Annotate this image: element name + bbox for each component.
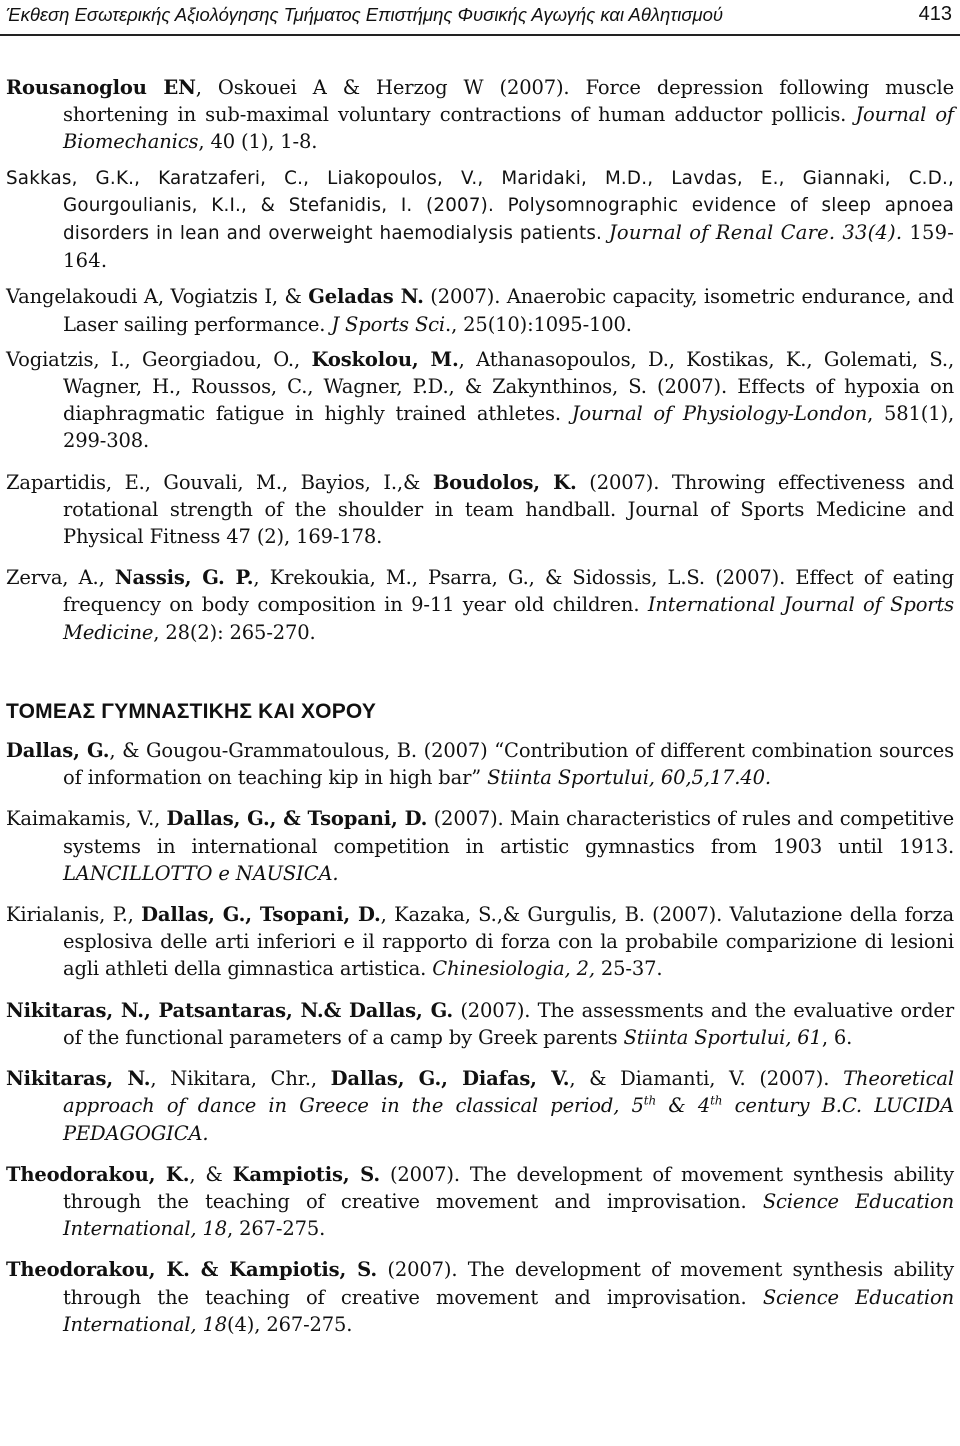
ref-author-bold: Koskolou, M. <box>311 347 459 371</box>
ref-author-bold: Geladas N. <box>308 285 424 309</box>
ref-text: (2007). Anaerobic capacity, isometric endurance, and Laser sailing performance. <box>63 285 955 336</box>
reference-item <box>6 564 954 646</box>
ref-text: , & Gougou-Grammatoulous, B. (2007) “Contribution of different combination sources of information on teaching kip in high bar” <box>63 739 954 790</box>
reference-item <box>6 737 954 791</box>
ref-title-italic: & 4 <box>656 1094 711 1118</box>
ref-author-bold: Dallas, G., & Tsopani, D. <box>166 807 428 831</box>
ref-text: , 40 (1), 1-8. <box>198 130 318 154</box>
ref-journal: J Sports Sci <box>331 312 446 336</box>
reference-item <box>6 165 954 276</box>
ref-text: Kaimakamis, V., <box>6 807 167 831</box>
ref-journal: Science Education International, 18 <box>63 1285 955 1336</box>
ref-journal: LANCILLOTTO e NAUSICA. <box>63 861 339 885</box>
ref-text: , Nikitara, Chr., <box>150 1067 331 1091</box>
reference-item <box>6 997 954 1051</box>
ref-title-italic: century B.C. LUCIDA PEDAGOGICA. <box>63 1094 955 1145</box>
ref-journal: Science Education International, 18 <box>63 1189 955 1241</box>
ref-text: Vangelakoudi A, Vogiatzis I, & <box>6 285 309 309</box>
page-header <box>0 0 960 36</box>
ref-journal: International Journal of Sports Medicine <box>63 593 954 644</box>
ref-author-bold: Kampiotis, S. <box>232 1162 380 1186</box>
header-title: Έκθεση Εσωτερικής Αξιολόγησης Τμήματος Επιστήμης Φυσικής Αγωγής και Αθλητισμού <box>6 4 724 25</box>
ref-text: , 6. <box>821 1025 853 1049</box>
ref-journal: Journal of Biomechanics <box>63 103 954 154</box>
ref-text: (2007). The assessments and the evaluative order of the functional parameters of a camp by Greek parents <box>63 998 954 1049</box>
ref-author-bold: Rousanoglou EN <box>6 76 196 99</box>
ref-author-bold: Nikitaras, N. <box>6 1067 151 1091</box>
ref-text: Sakkas, G.K., Karatzaferi, C., Liakopoulos, V., Maridaki, M.D., Lavdas, E., Giannaki, C.D., Gourgoulianis, K.I., & Stefanidis, I. (2007). Polysomnographic evidence of sleep apnoea disorders in lean and overweight haemodialysis patients. <box>6 167 954 245</box>
ref-author-bold: Dallas, G., Diafas, V. <box>330 1067 570 1091</box>
ref-author-bold: Nikitaras, N., Patsantaras, N.& Dallas, G. <box>6 998 454 1022</box>
reference-item <box>6 1161 954 1243</box>
ref-text: (2007). The development of movement synthesis ability through the teaching of creative movement and improvisation. <box>63 1258 954 1309</box>
section-heading: ΤΟΜΕΑΣ ΓΥΜΝΑΣΤΙΚΗΣ ΚΑΙ ΧΟΡΟΥ <box>6 699 377 723</box>
reference-item <box>6 1065 954 1147</box>
reference-item <box>6 469 954 551</box>
reference-item <box>6 901 954 983</box>
ref-text: , Krekoukia, M., Psarra, G., & Sidossis, L.S. (2007). Effect of eating frequency on body composition in 9-11 year old children. <box>63 566 954 617</box>
ref-journal: Stiinta Sportului, 61 <box>623 1025 822 1049</box>
ref-text: 159-164. <box>63 221 955 273</box>
ref-text: Vogiatzis, I., Georgiadou, O., <box>6 347 312 371</box>
ref-text: , Kazaka, S.,& Gurgulis, B. (2007). Valutazione della forza esplosiva delle arti inferiori e il rapporto di forza con la probabile comparizione di lesioni agli athleti della gimnastica artistica. <box>63 903 954 981</box>
ref-journal: Chinesiologia, 2, <box>432 957 595 981</box>
ref-superscript: th <box>643 1093 657 1108</box>
ref-text: Zerva, A., <box>6 566 115 590</box>
ref-journal: Stiinta Sportului, 60,5,17.40. <box>487 766 771 790</box>
page-number: 413 <box>918 3 952 25</box>
ref-author-bold: Dallas, G., Tsopani, D. <box>141 903 381 927</box>
ref-text: ., 25(10):1095-100. <box>445 312 632 336</box>
ref-text: (2007). Main characteristics of rules and competitive systems in international competition in artistic gymnastics from 1903 until 1913. <box>63 807 954 858</box>
ref-journal: Journal of Physiology-London <box>571 402 868 426</box>
ref-text: , 267-275. <box>227 1217 326 1241</box>
ref-superscript: th <box>710 1093 723 1108</box>
ref-text: , & <box>189 1162 233 1186</box>
ref-text: Zapartidis, E., Gouvali, M., Bayios, I.,& <box>6 470 433 494</box>
ref-text: (4), 267-275. <box>227 1312 353 1336</box>
ref-text: (2007). Throwing effectiveness and rotational strength of the shoulder in team handball. Journal of Sports Medicine and Physical Fitness 47 (2), 169-178. <box>63 470 954 549</box>
reference-item <box>6 805 954 887</box>
ref-text: (2007). The development of movement synthesis ability through the teaching of creative movement and improvisation. <box>63 1162 954 1213</box>
ref-text: , Athanasopoulos, D., Kostikas, K., Golemati, S., Wagner, H., Roussos, C., Wagner, P.D., & Zakynthinos, S. (2007). Effects of hypoxia on diaphragmatic fatigue in highly trained athletes. <box>63 347 954 426</box>
reference-item <box>6 283 954 337</box>
ref-author-bold: Theodorakou, K. & Kampiotis, S. <box>6 1258 378 1282</box>
reference-list <box>6 74 954 1338</box>
ref-text: , 28(2): 265-270. <box>153 620 316 644</box>
ref-text: 25-37. <box>594 957 663 981</box>
reference-item <box>6 74 954 156</box>
ref-author-bold: Theodorakou, K. <box>6 1162 190 1186</box>
ref-text: Kirialanis, P., <box>6 903 142 927</box>
ref-author-bold: Nassis, G. P. <box>114 566 254 590</box>
reference-item <box>6 1256 954 1338</box>
ref-text: , & Diamanti, V. (2007). <box>569 1067 844 1091</box>
ref-journal: Journal of Renal Care. 33(4). <box>608 221 903 245</box>
ref-author-bold: Dallas, G. <box>6 739 110 763</box>
reference-item <box>6 346 954 455</box>
ref-title-italic: Theoretical approach of dance in Greece in the classical period, 5 <box>63 1067 954 1118</box>
ref-author-bold: Boudolos, K. <box>432 470 577 494</box>
ref-text: , 581(1), 299-308. <box>63 402 954 453</box>
ref-text: , Oskouei A & Herzog W (2007). Force depression following muscle shortening in sub-maximal voluntary contractions of human adductor pollicis. <box>63 76 954 127</box>
